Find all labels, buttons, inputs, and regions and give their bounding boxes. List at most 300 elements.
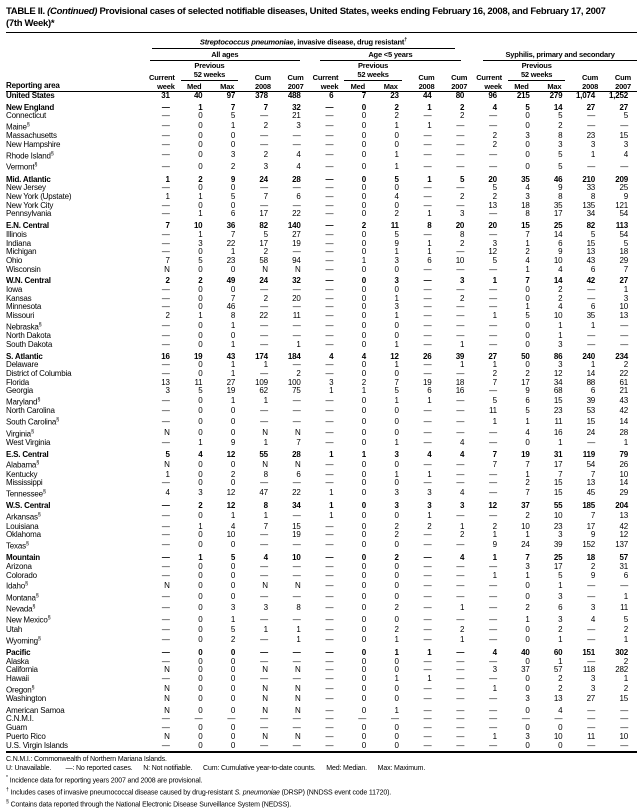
value-cell: 5 xyxy=(558,150,563,160)
value-cell: 15 xyxy=(619,695,628,704)
value-cell: 4 xyxy=(296,150,301,160)
value-cell: — xyxy=(325,562,334,571)
value-cell: 3 xyxy=(394,256,399,265)
value-cell: 0 xyxy=(525,592,530,602)
value-cell: — xyxy=(161,715,170,724)
value-cell: 8 xyxy=(263,501,268,511)
value-cell: 1 xyxy=(394,294,399,303)
value-cell: 2 xyxy=(361,378,367,387)
value-cell: 0 xyxy=(394,657,399,666)
value-cell: 20 xyxy=(488,221,497,231)
value-cell: 0 xyxy=(230,459,236,469)
value-cell: 54 xyxy=(619,210,628,219)
value-cell: 0 xyxy=(198,592,203,602)
value-cell: — xyxy=(260,407,268,416)
value-cell: 1 xyxy=(198,230,203,239)
table-row xyxy=(6,184,637,193)
value-cell: 13 xyxy=(161,378,170,387)
value-cell: 1 xyxy=(230,321,236,331)
col-header-current-week: Current week xyxy=(473,61,506,92)
value-cell: 46 xyxy=(226,303,236,312)
value-cell: 5 xyxy=(394,230,399,239)
value-cell: 5 xyxy=(492,256,497,265)
value-cell: 2 xyxy=(459,531,465,540)
table-row xyxy=(6,248,637,257)
value-cell: 1 xyxy=(558,438,563,447)
value-cell: 80 xyxy=(455,91,465,100)
value-cell: 2 xyxy=(525,370,530,379)
value-cell: 1 xyxy=(198,553,203,563)
reporting-area-cell: Massachusetts xyxy=(6,132,57,141)
value-cell: 0 xyxy=(198,625,203,634)
col-header-previous-52: Previous 52 weeks xyxy=(506,61,571,81)
value-cell: 0 xyxy=(198,684,203,694)
value-cell: — xyxy=(325,479,334,488)
value-cell: — xyxy=(161,571,170,580)
value-cell: — xyxy=(423,150,432,160)
value-cell: 0 xyxy=(394,286,399,295)
value-cell: — xyxy=(456,580,465,590)
table-row xyxy=(6,658,637,667)
value-cell: 0 xyxy=(361,647,367,657)
value-cell: 1 xyxy=(394,340,399,349)
value-cell: 1 xyxy=(198,312,203,321)
value-cell: — xyxy=(489,387,497,396)
value-cell: 31 xyxy=(619,562,628,571)
value-cell: 0 xyxy=(198,265,203,274)
value-cell: 3 xyxy=(329,378,334,387)
value-cell: 4 xyxy=(590,614,596,624)
value-cell: 9 xyxy=(525,387,530,396)
value-cell: 1 xyxy=(459,522,465,531)
value-cell: — xyxy=(292,321,301,331)
value-cell: 2 xyxy=(459,294,465,303)
value-cell: 8 xyxy=(525,210,530,219)
value-cell: — xyxy=(456,511,465,521)
value-cell: — xyxy=(489,614,497,624)
value-cell: — xyxy=(161,361,170,370)
value-cell: — xyxy=(292,571,301,580)
value-cell: 0 xyxy=(361,705,367,715)
value-cell: 3 xyxy=(525,193,530,201)
value-cell: — xyxy=(489,340,497,349)
value-cell: — xyxy=(473,742,506,753)
value-cell: 0 xyxy=(394,201,399,210)
value-cell: — xyxy=(456,571,465,580)
reporting-area-cell: Alaska xyxy=(6,657,29,666)
value-cell: — xyxy=(456,592,465,602)
value-cell: — xyxy=(260,674,268,683)
value-cell: 10 xyxy=(619,732,628,741)
value-cell: 2 xyxy=(198,174,203,184)
value-cell: — xyxy=(489,230,497,239)
value-cell: — xyxy=(456,184,465,193)
value-cell: 118 xyxy=(582,666,596,675)
value-cell: — xyxy=(489,488,497,498)
reporting-area-cell: New England xyxy=(6,102,55,112)
value-cell: — xyxy=(489,470,497,479)
value-cell: 26 xyxy=(619,459,628,469)
value-cell: — xyxy=(423,407,432,416)
value-cell: — xyxy=(358,715,367,724)
value-cell: 1,074 xyxy=(576,91,596,100)
value-cell: — xyxy=(146,742,179,753)
value-cell: 0 xyxy=(394,540,399,550)
value-cell: 5 xyxy=(394,174,399,184)
value-cell: 1 xyxy=(394,150,399,160)
value-cell: 1 xyxy=(427,674,432,683)
value-cell: 3 xyxy=(492,666,497,675)
value-cell: — xyxy=(325,370,334,379)
table-title-label: TABLE II. xyxy=(6,6,45,17)
value-cell: 5 xyxy=(558,571,563,580)
value-cell: — xyxy=(423,684,432,694)
value-cell: 0 xyxy=(361,657,367,666)
value-cell: 2 xyxy=(394,603,399,613)
footnote-cnmi: C.N.M.I.: Commonwealth of Northern Mariana Islands. xyxy=(6,756,167,764)
value-cell: — xyxy=(325,580,334,590)
value-cell: 1 xyxy=(198,438,203,447)
value-cell: 135 xyxy=(582,201,596,210)
value-cell: 0 xyxy=(361,121,367,131)
value-cell: 4 xyxy=(525,427,530,437)
value-cell: 43 xyxy=(619,396,628,406)
value-cell: 0 xyxy=(230,407,236,416)
value-cell: N xyxy=(262,459,268,469)
value-cell: — xyxy=(325,695,334,704)
value-cell: 0 xyxy=(361,427,367,437)
value-cell: 3 xyxy=(590,141,596,150)
value-cell: 11 xyxy=(489,407,497,416)
value-cell: — xyxy=(325,666,334,675)
table-row xyxy=(6,396,637,407)
value-cell: 2 xyxy=(198,501,203,511)
reporting-area-cell: Tennessee§ xyxy=(6,489,46,499)
value-cell: 0 xyxy=(394,571,399,580)
value-cell: N xyxy=(295,459,301,469)
value-cell: — xyxy=(423,112,432,121)
value-cell: 1 xyxy=(198,102,203,112)
value-cell: — xyxy=(325,121,334,131)
reporting-area-cell: Mountain xyxy=(6,553,40,563)
value-cell: — xyxy=(325,674,334,683)
value-cell: — xyxy=(161,184,170,193)
value-cell: 32 xyxy=(292,102,301,112)
value-cell: 0 xyxy=(394,666,399,675)
reporting-area-cell: Washington xyxy=(6,695,46,704)
state-footnote-marker: § xyxy=(38,321,42,328)
value-cell: — xyxy=(456,141,465,150)
value-cell: 24 xyxy=(521,540,530,550)
value-cell: 0 xyxy=(198,657,203,666)
value-cell: 4 xyxy=(198,449,203,459)
value-cell: 0 xyxy=(198,201,203,210)
value-cell: — xyxy=(587,286,596,295)
value-cell: 0 xyxy=(361,674,367,683)
table-title-week: (7th Week)* xyxy=(6,17,55,29)
value-cell: 2 xyxy=(427,522,432,531)
value-cell: — xyxy=(325,705,334,715)
value-cell: 1 xyxy=(427,248,432,257)
reporting-area-cell: American Samoa xyxy=(6,705,65,715)
value-cell: — xyxy=(325,438,334,447)
value-cell: 1 xyxy=(165,174,170,184)
value-cell: 16 xyxy=(161,351,170,361)
value-cell: 11 xyxy=(554,416,563,426)
value-cell: — xyxy=(260,724,268,733)
value-cell: — xyxy=(423,625,432,634)
reporting-area-cell: Pacific xyxy=(6,647,31,657)
value-cell: — xyxy=(587,634,596,644)
value-cell: — xyxy=(325,724,334,733)
value-cell: 6 xyxy=(590,265,596,274)
value-cell: 5 xyxy=(198,256,203,265)
value-cell: 39 xyxy=(586,396,596,406)
value-cell: 97 xyxy=(226,91,236,100)
value-cell: 0 xyxy=(361,340,367,349)
table-row xyxy=(6,121,637,132)
value-cell: 32 xyxy=(292,276,301,286)
reporting-area-cell: Michigan xyxy=(6,248,37,257)
value-cell: 25 xyxy=(553,553,563,563)
value-cell: 1 xyxy=(329,511,334,521)
value-cell: 1 xyxy=(198,210,203,219)
value-cell: 8 xyxy=(590,193,596,201)
value-cell: 0 xyxy=(361,184,367,193)
value-cell: 0 xyxy=(198,531,203,540)
value-cell: 0 xyxy=(361,684,367,694)
value-cell: — xyxy=(325,210,334,219)
value-cell: 0 xyxy=(394,684,399,694)
value-cell: — xyxy=(325,201,334,210)
value-cell: — xyxy=(620,580,628,590)
value-cell: 100 xyxy=(287,378,301,387)
value-cell: — xyxy=(325,312,334,321)
value-cell: 0 xyxy=(361,239,367,248)
value-cell: 2 xyxy=(394,553,399,563)
value-cell: — xyxy=(456,286,465,295)
value-cell: 0 xyxy=(361,511,367,521)
value-cell: 1 xyxy=(558,332,563,341)
value-cell: 0 xyxy=(198,416,203,426)
reporting-area-cell: Colorado xyxy=(6,571,37,580)
value-cell: 44 xyxy=(422,91,432,100)
value-cell: 19 xyxy=(422,378,432,387)
value-cell: — xyxy=(423,416,432,426)
value-cell: — xyxy=(325,396,334,406)
value-cell: 5 xyxy=(623,112,628,121)
value-cell: — xyxy=(423,265,432,274)
value-cell: 12 xyxy=(390,351,399,361)
value-cell: 82 xyxy=(586,221,596,231)
value-cell: 17 xyxy=(521,378,530,387)
value-cell: — xyxy=(260,340,268,349)
reporting-area-cell: Maine§ xyxy=(6,122,30,132)
value-cell: — xyxy=(456,121,465,131)
value-cell: 0 xyxy=(198,303,203,312)
value-cell: 0 xyxy=(361,634,367,644)
value-cell: 12 xyxy=(226,449,236,459)
value-cell: 0 xyxy=(230,674,236,683)
value-cell: — xyxy=(292,407,301,416)
value-cell: 7 xyxy=(230,102,236,112)
value-cell: — xyxy=(423,479,432,488)
value-cell: — xyxy=(292,511,301,521)
value-cell: — xyxy=(489,580,497,590)
value-cell: 75 xyxy=(292,387,301,396)
value-cell: 0 xyxy=(361,230,367,239)
value-cell: 0 xyxy=(525,438,530,447)
reporting-area-cell: Delaware xyxy=(6,361,39,370)
table-row xyxy=(6,704,637,716)
reporting-area-cell: Arizona xyxy=(6,562,32,571)
col-header-cum-2008: Cum 2008 xyxy=(408,61,441,92)
value-cell: 1 xyxy=(525,470,530,479)
value-cell: 1 xyxy=(525,265,530,274)
value-cell: 1 xyxy=(361,387,367,396)
value-cell: 1 xyxy=(427,210,432,219)
value-cell: — xyxy=(489,112,497,121)
value-cell: 15 xyxy=(586,239,596,248)
value-cell: — xyxy=(489,121,497,131)
value-cell: — xyxy=(489,715,497,724)
value-cell: 2 xyxy=(590,562,596,571)
value-cell: 2 xyxy=(492,193,497,201)
value-cell: 42 xyxy=(619,407,628,416)
value-cell: N xyxy=(262,666,268,675)
value-cell: 9 xyxy=(394,239,399,248)
value-cell: — xyxy=(423,427,432,437)
value-cell: — xyxy=(161,614,170,624)
value-cell: 204 xyxy=(615,501,628,511)
value-cell: — xyxy=(489,603,497,613)
value-cell: 0 xyxy=(230,141,236,150)
value-cell: 27 xyxy=(619,276,628,286)
table-row xyxy=(6,715,637,724)
reporting-area-cell: Wyoming§ xyxy=(6,635,41,646)
value-cell: 1 xyxy=(623,286,628,295)
value-cell: — xyxy=(277,742,310,753)
value-cell: — xyxy=(456,657,465,666)
all-ages-group-header: All ages xyxy=(146,49,310,61)
value-cell: — xyxy=(423,276,432,286)
value-cell: 0 xyxy=(230,479,236,488)
strep-name-italic: Streptococcus pneumoniae xyxy=(199,37,294,47)
value-cell: 7 xyxy=(558,470,563,479)
value-cell: 1 xyxy=(492,361,497,370)
value-cell: 23 xyxy=(390,91,399,100)
value-cell: 0 xyxy=(230,592,236,602)
value-cell: N xyxy=(164,265,170,274)
value-cell: 27 xyxy=(226,378,236,387)
value-cell: 0 xyxy=(361,501,367,511)
value-cell: — xyxy=(456,614,465,624)
table-row xyxy=(6,540,637,551)
value-cell: 54 xyxy=(586,459,596,469)
value-cell: — xyxy=(325,427,334,437)
value-cell: — xyxy=(161,321,170,331)
value-cell: — xyxy=(161,625,170,634)
value-cell: 1 xyxy=(394,647,399,657)
value-cell: 5 xyxy=(459,174,465,184)
value-cell: — xyxy=(456,427,465,437)
value-cell: — xyxy=(260,201,268,210)
value-cell: 0 xyxy=(361,286,367,295)
value-cell: — xyxy=(161,522,170,531)
value-cell: 22 xyxy=(226,239,236,248)
value-cell: 1 xyxy=(329,449,334,459)
value-cell: 174 xyxy=(255,351,268,361)
value-cell: 1 xyxy=(623,674,628,683)
value-cell: 0 xyxy=(361,102,367,112)
value-cell: — xyxy=(244,742,277,753)
value-cell: 5 xyxy=(558,161,563,171)
value-cell: 5 xyxy=(263,230,268,239)
value-cell: 1 xyxy=(427,174,432,184)
col-header-current-week: Current week xyxy=(310,61,343,92)
value-cell: 0 xyxy=(179,742,212,753)
value-cell: 3 xyxy=(558,141,563,150)
value-cell: — xyxy=(325,132,334,141)
value-cell: 25 xyxy=(619,184,628,193)
value-cell: 12 xyxy=(619,531,628,540)
value-cell: — xyxy=(325,332,334,341)
value-cell: — xyxy=(292,361,301,370)
value-cell: 3 xyxy=(525,695,530,704)
value-cell: 0 xyxy=(525,294,530,303)
value-cell: 0 xyxy=(198,396,203,406)
value-cell: 3 xyxy=(394,449,399,459)
notifiable-diseases-table xyxy=(6,36,637,753)
value-cell: 50 xyxy=(521,351,530,361)
table-row xyxy=(6,173,637,185)
value-cell: 3 xyxy=(492,239,497,248)
value-cell: 3 xyxy=(459,501,465,511)
table-row xyxy=(6,112,637,121)
value-cell: — xyxy=(227,715,236,724)
value-cell: 0 xyxy=(198,141,203,150)
value-cell: 1 xyxy=(394,121,399,131)
value-cell: — xyxy=(456,312,465,321)
value-cell: 58 xyxy=(259,256,268,265)
value-cell: — xyxy=(260,184,268,193)
value-cell: — xyxy=(587,438,596,447)
value-cell: 1 xyxy=(427,470,432,479)
value-cell: 0 xyxy=(198,540,203,550)
table-row xyxy=(6,132,637,141)
reporting-area-cell: Maryland§ xyxy=(6,397,41,407)
value-cell: 0 xyxy=(361,303,367,312)
value-cell: — xyxy=(325,407,334,416)
value-cell: N xyxy=(295,666,301,675)
value-cell: 0 xyxy=(361,732,367,741)
value-cell: 1 xyxy=(459,361,465,370)
value-cell: 39 xyxy=(455,351,465,361)
value-cell: 14 xyxy=(553,230,563,239)
value-cell: 5 xyxy=(230,625,236,634)
value-cell: 0 xyxy=(394,562,399,571)
value-cell: 14 xyxy=(553,102,563,112)
value-cell: — xyxy=(260,479,268,488)
value-cell: 1 xyxy=(230,396,236,406)
value-cell: 4 xyxy=(558,705,563,715)
value-cell: 2 xyxy=(459,239,465,248)
value-cell: — xyxy=(489,592,497,602)
value-cell: 2 xyxy=(263,294,268,303)
value-cell: — xyxy=(260,332,268,341)
value-cell: 3 xyxy=(623,141,628,150)
value-cell: 9 xyxy=(492,540,497,550)
